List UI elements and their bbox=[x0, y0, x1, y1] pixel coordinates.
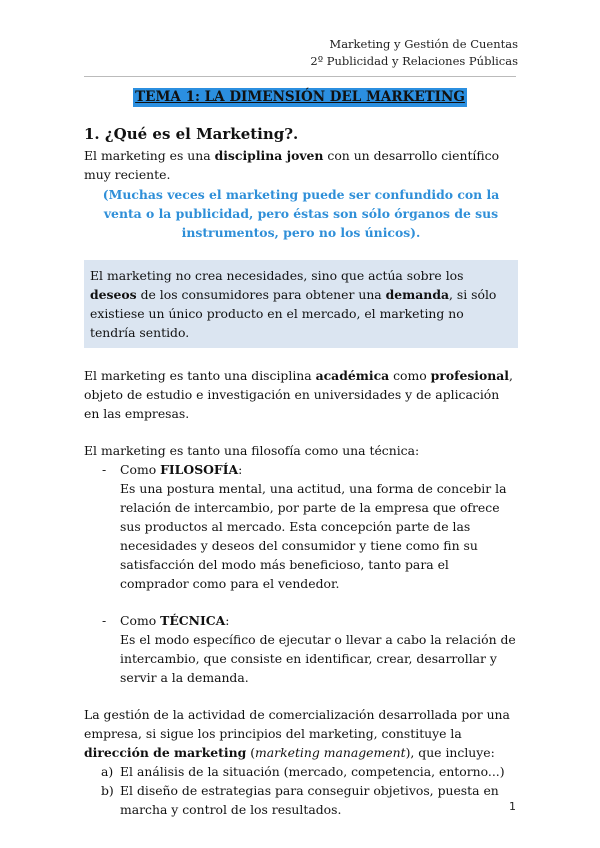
list-marker-a: a) bbox=[101, 764, 114, 779]
list-text-b: El diseño de estrategias para conseguir objetivos, puesta en marcha y control de los resultados. bbox=[120, 783, 499, 817]
list-item-technique bbox=[84, 611, 518, 630]
item-term: FILOSOFÍA bbox=[160, 462, 239, 477]
shaded-callout bbox=[84, 260, 518, 348]
item-suffix: : bbox=[225, 613, 230, 628]
management-text-a: La gestión de la actividad de comercialización desarrollada por una empresa, si sigue los principios del marketing, constituye la bbox=[84, 707, 510, 741]
callout-text-a: El marketing no crea necesidades, sino que actúa sobre los bbox=[90, 268, 464, 283]
title-container bbox=[0, 86, 600, 107]
header-degree: 2º Publicidad y Relaciones Públicas bbox=[310, 54, 518, 68]
philosophy-technique-intro: El marketing es tanto una filosofía como una técnica: bbox=[84, 443, 420, 458]
academic-text-b: como bbox=[389, 368, 431, 383]
intro-text-b: con un desarrollo científico muy reciente. bbox=[84, 148, 500, 182]
callout-text-b: de los consumidores para obtener una bbox=[136, 287, 386, 302]
professional-bold: profesional bbox=[430, 368, 510, 383]
item-suffix: : bbox=[238, 462, 243, 477]
academic-text-c: , objeto de estudio e investigación en universidades y de aplicación en las empresas. bbox=[84, 368, 513, 421]
technique-description: Es el modo específico de ejecutar o llevar a cabo la relación de intercambio, que consiste en identificar, crear, desarrollar y servir a la demanda. bbox=[120, 632, 516, 685]
academic-text-a: El marketing es tanto una disciplina bbox=[84, 368, 316, 383]
page-title: TEMA 1: LA DIMENSIÓN DEL MARKETING bbox=[135, 89, 465, 105]
management-text-b: ( bbox=[246, 745, 256, 760]
header-course: Marketing y Gestión de Cuentas bbox=[329, 37, 518, 51]
management-paragraph bbox=[84, 705, 518, 762]
management-bold: dirección de marketing bbox=[84, 745, 247, 760]
dash-bullet: - bbox=[102, 613, 107, 628]
page-number: 1 bbox=[509, 800, 516, 813]
header-rule bbox=[84, 76, 516, 77]
management-text-c: ), que incluye: bbox=[405, 745, 495, 760]
academic-bold: académica bbox=[315, 368, 390, 383]
callout-bold-deseos: deseos bbox=[90, 287, 137, 302]
academic-paragraph bbox=[84, 366, 518, 423]
item-prefix: Como bbox=[120, 613, 161, 628]
management-italic: marketing management bbox=[255, 745, 406, 760]
list-text-a: El análisis de la situación (mercado, competencia, entorno...) bbox=[120, 764, 505, 779]
page-header bbox=[310, 36, 518, 70]
philosophy-description: Es una postura mental, una actitud, una forma de concebir la relación de intercambio, por parte de la empresa que ofrece sus productos al mercado. Esta concepción parte de las necesidades y deseos del consumidor y tiene como fin su satisfacción del modo más beneficioso, tanto para el comprador como para el vendedor. bbox=[120, 481, 507, 591]
callout-bold-demanda: demanda bbox=[385, 287, 450, 302]
list-item-a bbox=[84, 762, 518, 781]
intro-bold: disciplina joven bbox=[214, 148, 324, 163]
list-item-philosophy bbox=[84, 460, 518, 479]
highlight-note: (Muchas veces el marketing puede ser confundido con la venta o la publicidad, pero éstas son sólo órganos de sus instrumentos, pero no los únicos). bbox=[102, 187, 500, 240]
section-heading: 1. ¿Qué es el Marketing?. bbox=[84, 125, 299, 143]
main-content bbox=[84, 124, 518, 819]
item-prefix: Como bbox=[120, 462, 161, 477]
callout-text-c: , si sólo existiese un único producto en el mercado, el marketing no tendría sentido. bbox=[90, 287, 497, 340]
list-item-b bbox=[84, 781, 518, 819]
dash-bullet: - bbox=[102, 462, 107, 477]
item-term: TÉCNICA bbox=[160, 613, 226, 628]
intro-text-a: El marketing es una bbox=[84, 148, 215, 163]
list-marker-b: b) bbox=[101, 783, 114, 798]
intro-paragraph bbox=[84, 146, 518, 184]
